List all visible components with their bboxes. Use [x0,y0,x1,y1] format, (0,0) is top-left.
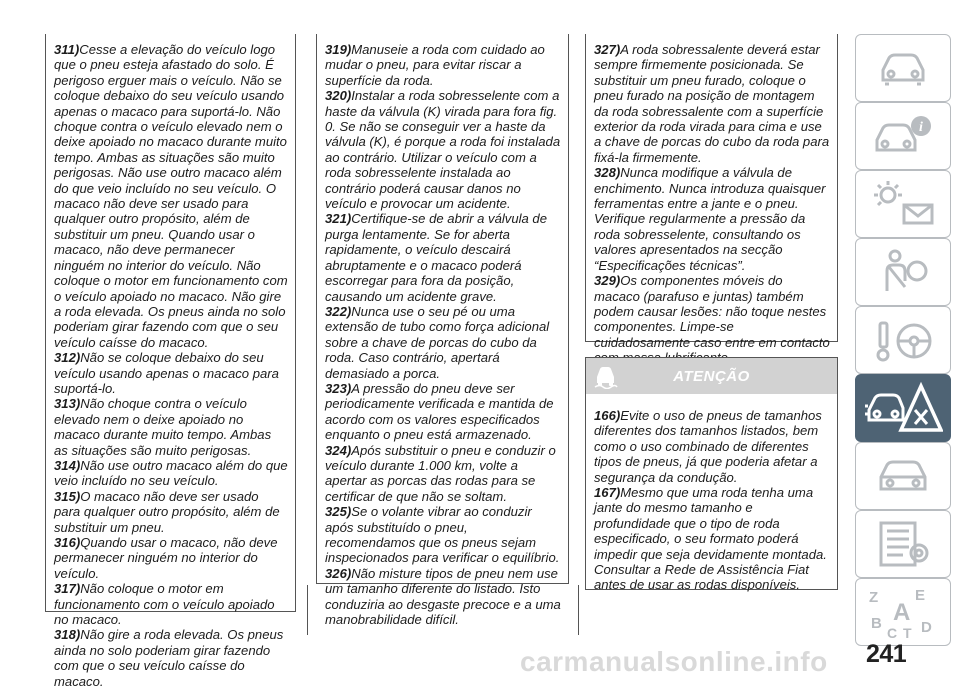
column-separator [307,585,308,635]
note-312: 312)Não se coloque debaixo do seu veículo usando apenas o macaco para suportá-lo. [54,350,279,396]
tab-alphabetical-index[interactable] [855,578,951,646]
attention-body [586,394,837,593]
note-324: 324)Após substituir o pneu e conduzir o veículo durante 1.000 km, volte a apertar as porcas das rodas para se certificar de que não se soltam. [325,442,556,504]
tab-warning-lights[interactable] [855,170,951,238]
note-321: 321)Certifique-se de abrir a válvula de purga lentamente. Se for aberta rapidamente, o veículo descairá abruptamente e o macaco poderá escorregar para fora da posição, causando um acidente grave. [325,211,547,304]
svg-text:E: E [915,587,926,604]
tab-car-front[interactable] [855,34,951,102]
note-166: 166)Evite o uso de pneus de tamanhos diferentes dos tamanhos listados, bem como o uso combinado de diferentes tipos de pneus, já que poderia afetar a segurança da condução. [594,408,822,485]
notes-column-3 [585,34,838,350]
note-328: 328)Nunca modifique a válvula de enchimento. Nunca introduza quaisquer ferramentas entre a jante e o pneu. Verifique regularmente a pressão da roda sobresselente, consultando os valores apresentados na secção “Especificações técnicas”. [594,165,826,273]
warning-lights-icon [868,179,938,229]
alphabetical-index-icon [863,584,943,640]
attention-header [586,358,837,394]
note-319: 319)Manuseie a roda com cuidado ao mudar o pneu, para evitar riscar a superfície da roda. [325,42,545,88]
column-separator [578,585,579,635]
tab-car-service[interactable] [855,442,951,510]
notes-column-2 [316,34,569,628]
note-323: 323)A pressão do pneu deve ser periodicamente verificada e mantida de acordo com os valores especificados enquanto o pneu está armazenado. [325,380,554,443]
note-325: 325)Se o volante vibrar ao conduzir após substituído o pneu, recomendamos que os pneus sejam inspecionados para verificar o equilíbrio. [325,504,560,566]
note-314: 314)Não use outro macaco além do que veio incluído no seu veículo. [54,457,288,489]
svg-text:D: D [921,619,932,636]
note-320: 320)Instalar a roda sobresselente com a haste da válvula (K) virada para fora fig. 0. Se não se conseguir ver a haste da válvula (K), é porque a roda foi instalada ao contrário. Utilizar o veículo com a roda sobresselente instalada ao contrário poderá causar danos no veículo e provocar um acidente. [325,88,561,212]
note-311: 311)Cesse a elevação do veículo logo que o pneu esteja afastado do solo. É perigoso erguer mais o veículo. Não se coloque debaixo do seu veículo usando apenas o macaco para suportá-lo. Não choque contra o veículo elevado nem o deixe apoiado no macaco durante muito tempo. Ambas as situações são muito perigosas. Não use outro macaco além do que veio incluído no seu veículo. O macaco não deve ser usado para qualquer outro propósito, além de substituir um pneu. Quando usar o macaco, não deve permanecer ninguém no interior do veículo. Não coloque o motor em funcionamento com o veículo apoiado no macaco. Não gire a roda elevada. Os pneus ainda no solo poderiam girar fazendo com que o seu veículo caísse do macaco. [54,42,288,350]
note-322: 322)Nunca use o seu pé ou uma extensão de tubo como força adicional sobre a chave de porcas do cubo da roda. Caso contrário, apertará demasiado a porca. [325,303,550,381]
tab-specifications[interactable] [855,510,951,578]
svg-text:Z: Z [869,589,879,606]
svg-text:C: C [887,625,898,640]
note-167: 167)Mesmo que uma roda tenha uma jante do mesmo tamanho e profundidade que o tipo de roda especificado, o seu formato poderá impedir que seja devidamente montada. Consultar a Rede de Assistência Fiat antes de usar as rodas disponíveis. [594,485,827,593]
tab-car-info[interactable] [855,102,951,170]
tab-seatbelt-airbag[interactable] [855,238,951,306]
car-skid-icon [591,363,619,389]
note-317: 317)Não coloque o motor em funcionamento com o veículo apoiado no macaco. [54,581,275,628]
attention-title: ATENÇÃO [673,367,750,385]
note-327: 327)A roda sobressalente deverá estar sempre firmemente posicionada. Se substituir um pneu furado, coloque o pneu furado na posição de montagem da roda sobressalente com a superfície exterior da roda virada para cima e use a chave de porcas do cubo da roda para fixá-la firmemente. [594,42,830,165]
key-steering-wheel-icon [868,315,938,365]
tab-key-steering-wheel[interactable] [855,306,951,374]
car-front-icon [873,48,933,88]
notes-column-1 [45,34,296,689]
watermark: carmanualsonline.info [520,646,828,677]
svg-text:i: i [919,120,923,135]
page-number: 241 [866,640,907,668]
attention-box [585,357,838,593]
note-313: 313)Não choque contra o veículo elevado nem o deixe apoiado no macaco durante muito tempo. Ambas as situações são muito perigosas. [54,396,272,458]
note-315: 315)O macaco não deve ser usado para qualquer outro propósito, além de substituir um pneu. [54,488,280,535]
tab-car-emergency[interactable] [855,374,951,442]
note-326: 326)Não misture tipos de pneu nem use um tamanho diferente do listado. Isto conduziria ao desgaste precoce e a uma manobrabilidade difícil. [325,565,561,628]
svg-text:A: A [893,599,911,626]
note-329: 329)Os componentes móveis do macaco (parafuso e juntas) também podem causar lesões: não toque nestes componentes. Limpe-se cuidadosamente caso entre em contacto [594,273,830,350]
specifications-list-icon [873,519,933,569]
svg-text:T: T [903,625,912,640]
svg-text:B: B [871,615,882,632]
seatbelt-airbag-icon [873,247,933,297]
note-318: 318)Não gire a roda elevada. Os pneus ainda no solo poderiam girar fazendo com que o seu veículo caísse do macaco. [54,627,284,689]
note-316: 316)Quando usar o macaco, não deve permanecer ninguém no interior do veículo. [54,535,278,581]
car-service-icon [873,455,933,497]
car-emergency-icon [863,380,943,436]
car-info-icon [871,114,935,158]
